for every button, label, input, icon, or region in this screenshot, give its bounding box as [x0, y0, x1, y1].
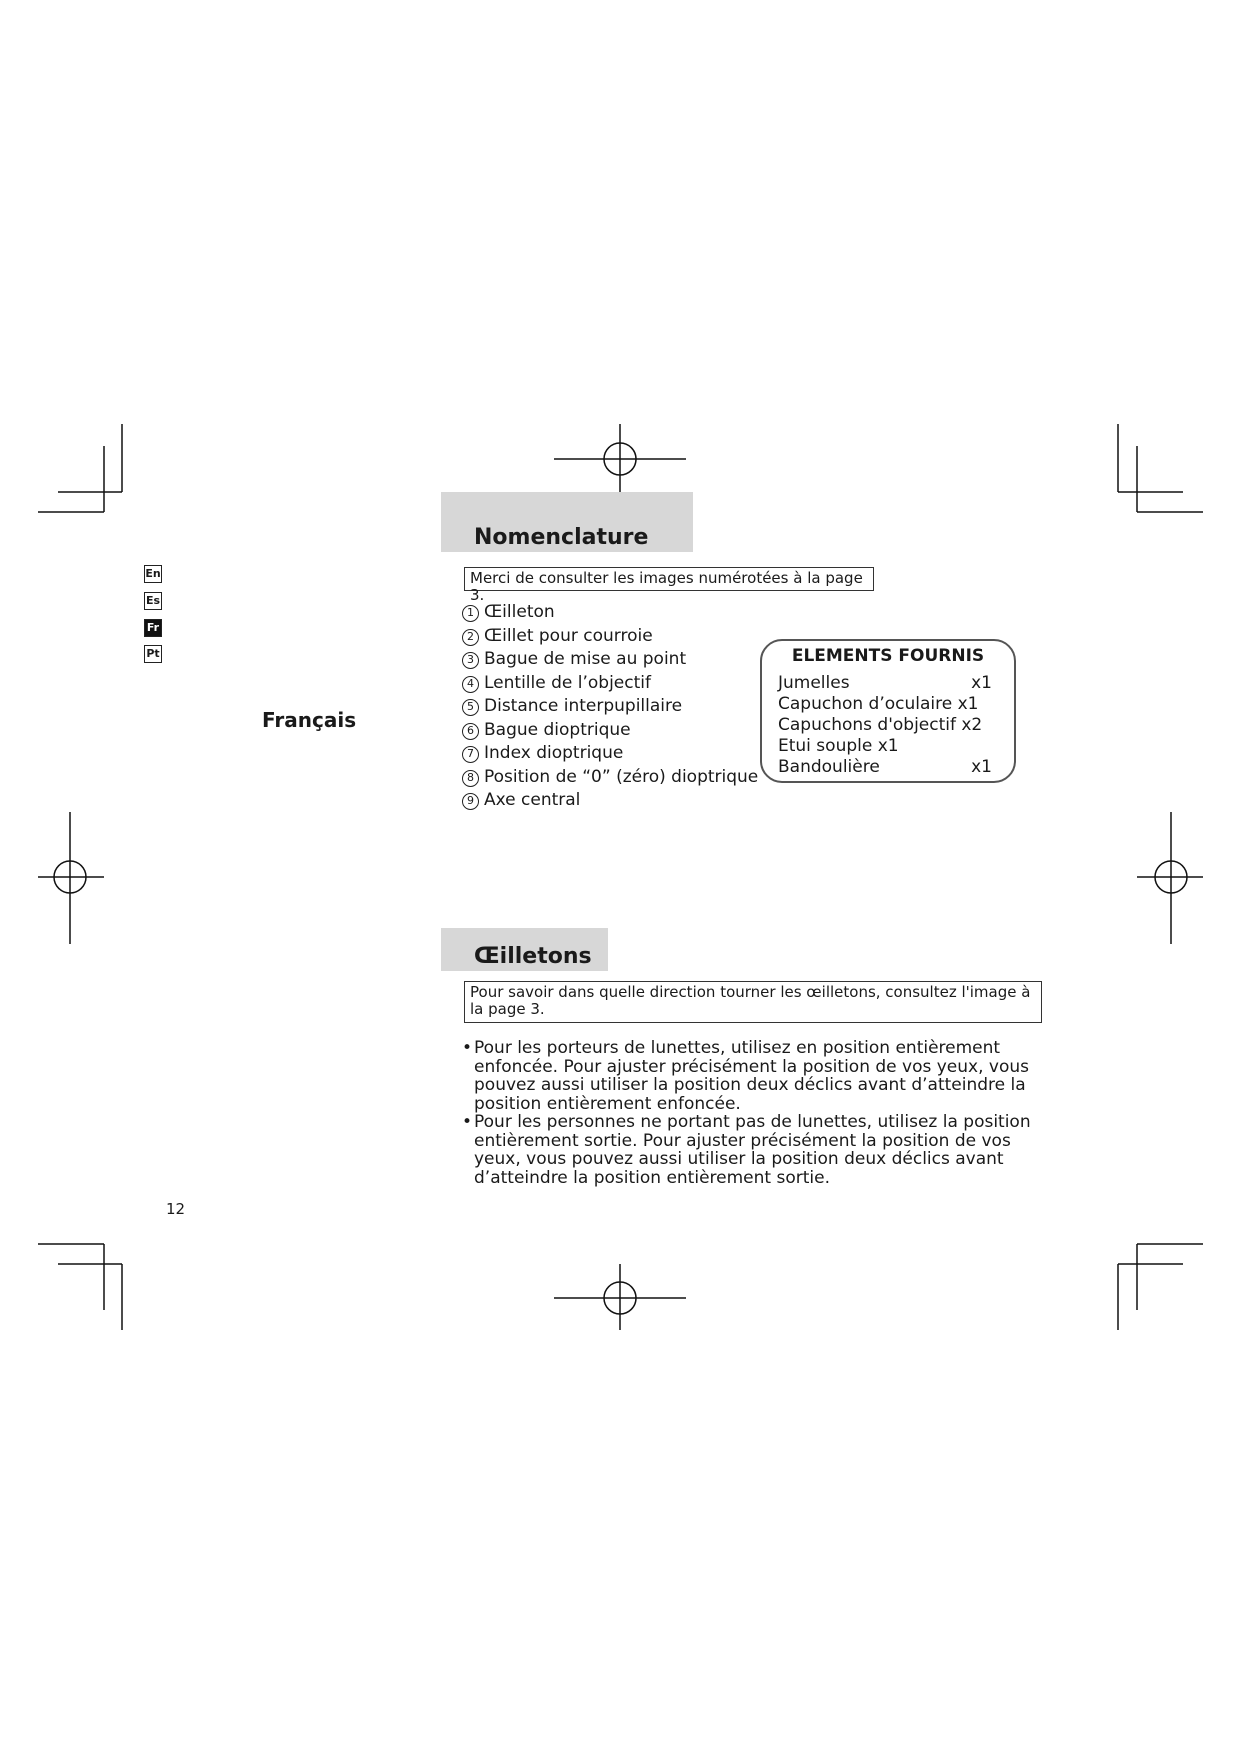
eyecups-note: Pour savoir dans quelle direction tourner les œilletons, consultez l'image à la page 3.: [464, 981, 1042, 1023]
eyecups-bullet: [462, 1039, 1052, 1113]
part-number: 3: [462, 652, 479, 669]
nomenclature-note: Merci de consulter les images numérotées à la page 3.: [464, 567, 874, 591]
bullet-symbol: •: [462, 1112, 473, 1132]
part-number: 8: [462, 770, 479, 787]
part-number: 7: [462, 746, 479, 763]
lang-tab-fr[interactable]: Fr: [144, 619, 162, 637]
part-label: Œilleton: [484, 602, 555, 622]
part-number: 5: [462, 699, 479, 716]
part-label: Axe central: [484, 790, 581, 810]
lang-tab-en[interactable]: En: [144, 565, 162, 583]
nomenclature-heading: Nomenclature: [474, 525, 649, 550]
part-label: Index dioptrique: [484, 743, 624, 763]
part-number: 4: [462, 676, 479, 693]
list-item: [462, 719, 758, 743]
eyecups-bullet: [462, 1113, 1052, 1187]
list-item: [462, 789, 758, 813]
supplied-item-label: Jumelles: [778, 673, 850, 693]
part-label: Distance interpupillaire: [484, 696, 683, 716]
eyecups-header: [441, 928, 608, 971]
part-label: Œillet pour courroie: [484, 625, 653, 646]
part-label: Lentille de l’objectif: [484, 672, 651, 693]
list-item: [462, 742, 758, 766]
part-number: 2: [462, 629, 479, 646]
nomenclature-header: [441, 492, 693, 552]
list-item: [462, 648, 758, 672]
supplied-item-label: Capuchon d’oculaire x1: [778, 694, 979, 714]
supplied-item-label: Capuchons d'objectif x2: [778, 715, 983, 735]
list-item: [462, 625, 758, 649]
bullet-text: Pour les porteurs de lunettes, utilisez en position entièrement enfoncée. Pour ajuster précisément la position de vos yeux, vous pouvez aussi utiliser la position deux déclics avant d’atteindre la position entièrement enfoncée.: [474, 1038, 1029, 1114]
supplied-item-qty: x1: [971, 757, 992, 777]
part-label: Bague de mise au point: [484, 649, 687, 669]
supplied-title: ELEMENTS FOURNIS: [791, 646, 985, 666]
bullet-text: Pour les personnes ne portant pas de lunettes, utilisez la position entièrement sortie. Pour ajuster précisément la position de vos yeux, vous pouvez aussi utiliser la position deux déclics avant d’atteindre la position entièrement sortie.: [474, 1112, 1031, 1188]
list-item: [462, 601, 758, 625]
lang-tab-es[interactable]: Es: [144, 592, 162, 610]
supplied-item-label: Etui souple x1: [778, 736, 899, 756]
supplied-item-qty: x1: [971, 673, 992, 693]
supplied-item-label: Bandoulière: [778, 757, 880, 777]
page-number: 12: [166, 1200, 186, 1218]
part-number: 6: [462, 723, 479, 740]
part-label: Bague dioptrique: [484, 719, 631, 740]
part-label: Position de “0” (zéro) dioptrique: [484, 766, 759, 787]
part-number: 1: [462, 605, 479, 622]
lang-tab-pt[interactable]: Pt: [144, 645, 162, 663]
eyecups-heading: Œilletons: [474, 944, 592, 969]
list-item: [462, 695, 758, 719]
language-title: Français: [262, 708, 357, 732]
supplied-items-box: [760, 639, 1016, 783]
list-item: [462, 672, 758, 696]
parts-list: [462, 601, 758, 813]
list-item: [462, 766, 758, 790]
bullet-symbol: •: [462, 1038, 473, 1058]
part-number: 9: [462, 793, 479, 810]
